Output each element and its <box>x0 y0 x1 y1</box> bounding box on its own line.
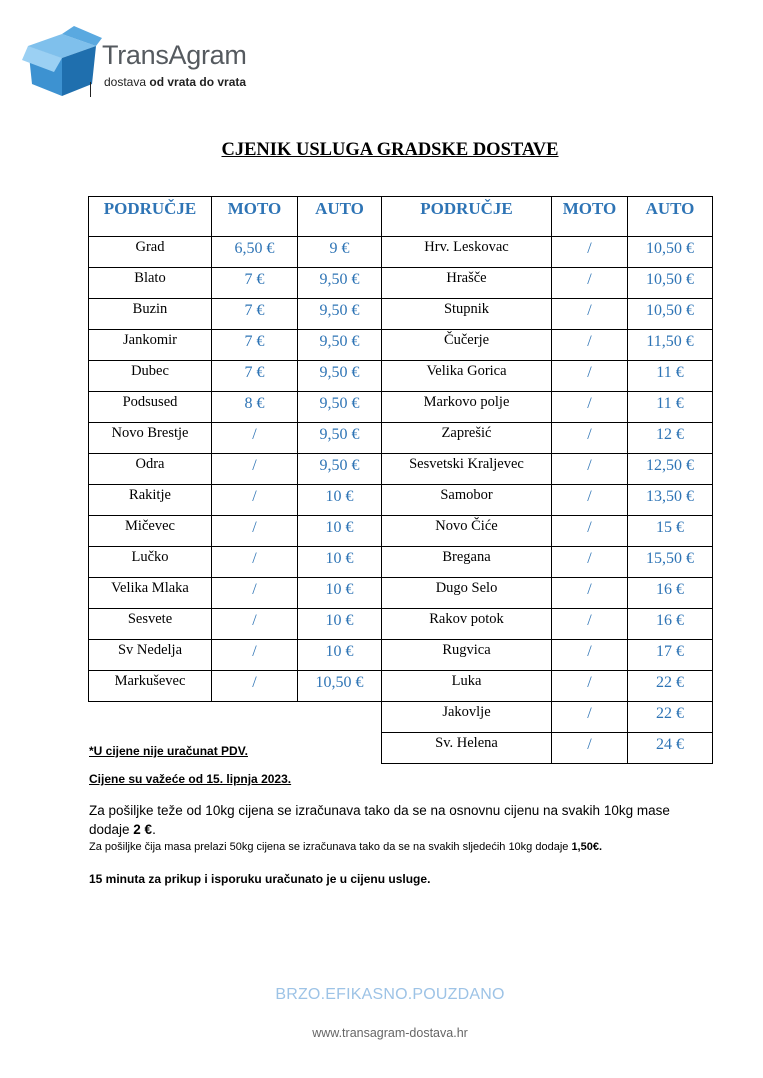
table-row <box>382 423 713 454</box>
table-row <box>382 330 713 361</box>
moto-price-cell: / <box>552 392 628 423</box>
moto-price-cell: 7 € <box>212 330 298 361</box>
header-auto: AUTO <box>628 197 713 237</box>
table-row <box>382 640 713 671</box>
area-cell: Mičevec <box>89 516 212 547</box>
moto-price-cell: 7 € <box>212 299 298 330</box>
auto-price-cell: 17 € <box>628 640 713 671</box>
area-cell: Hrašče <box>382 268 552 299</box>
area-cell: Jakovlje <box>382 702 552 733</box>
table-row <box>382 671 713 702</box>
moto-price-cell: / <box>212 609 298 640</box>
moto-price-cell: / <box>552 733 628 764</box>
logo-brand-name: TransAgram <box>102 40 247 70</box>
auto-price-cell: 9,50 € <box>298 330 382 361</box>
area-cell: Samobor <box>382 485 552 516</box>
logo-divider <box>90 82 91 97</box>
table-row <box>89 392 382 423</box>
moto-price-cell: / <box>212 423 298 454</box>
included-time-note: 15 minuta za prikup i isporuku uračunato je u cijenu usluge. <box>89 872 431 886</box>
moto-price-cell: 7 € <box>212 361 298 392</box>
over-50kg-note: Za pošiljke čija masa prelazi 50kg cijena se izračunava tako da se na svakih sljedećih 10kg dodaje 1,50€. <box>89 841 603 853</box>
moto-price-cell: / <box>552 485 628 516</box>
auto-price-cell: 10 € <box>298 640 382 671</box>
moto-price-cell: / <box>552 578 628 609</box>
auto-price-cell: 9,50 € <box>298 392 382 423</box>
table-row <box>382 454 713 485</box>
auto-price-cell: 9,50 € <box>298 423 382 454</box>
moto-price-cell: / <box>212 547 298 578</box>
table-row <box>89 609 382 640</box>
area-cell: Rugvica <box>382 640 552 671</box>
table-row <box>382 237 713 268</box>
table-row <box>382 485 713 516</box>
auto-price-cell: 10 € <box>298 516 382 547</box>
area-cell: Dugo Selo <box>382 578 552 609</box>
moto-price-cell: / <box>212 640 298 671</box>
auto-price-cell: 11,50 € <box>628 330 713 361</box>
moto-price-cell: / <box>212 454 298 485</box>
table-row <box>382 547 713 578</box>
header-moto: MOTO <box>212 197 298 237</box>
moto-price-cell: / <box>552 237 628 268</box>
area-cell: Markuševec <box>89 671 212 702</box>
table-row <box>382 361 713 392</box>
moto-price-cell: / <box>212 578 298 609</box>
moto-price-cell: / <box>212 516 298 547</box>
area-cell: Dubec <box>89 361 212 392</box>
auto-price-cell: 9,50 € <box>298 299 382 330</box>
auto-price-cell: 12,50 € <box>628 454 713 485</box>
area-cell: Velika Gorica <box>382 361 552 392</box>
company-logo <box>22 26 272 101</box>
area-cell: Sv Nedelja <box>89 640 212 671</box>
auto-price-cell: 13,50 € <box>628 485 713 516</box>
moto-price-cell: / <box>552 330 628 361</box>
table-row <box>382 392 713 423</box>
moto-price-cell: / <box>552 361 628 392</box>
header-moto: MOTO <box>552 197 628 237</box>
table-row <box>89 237 382 268</box>
table-row <box>89 330 382 361</box>
moto-price-cell: / <box>552 268 628 299</box>
auto-price-cell: 10 € <box>298 609 382 640</box>
table-row <box>89 454 382 485</box>
area-cell: Grad <box>89 237 212 268</box>
area-cell: Luka <box>382 671 552 702</box>
area-cell: Sesvetski Kraljevec <box>382 454 552 485</box>
vat-note: *U cijene nije uračunat PDV. <box>89 744 248 758</box>
table-row <box>382 733 713 764</box>
auto-price-cell: 10 € <box>298 485 382 516</box>
area-cell: Lučko <box>89 547 212 578</box>
area-cell: Blato <box>89 268 212 299</box>
table-row <box>89 578 382 609</box>
table-row <box>382 702 713 733</box>
area-cell: Bregana <box>382 547 552 578</box>
area-cell: Sesvete <box>89 609 212 640</box>
auto-price-cell: 10 € <box>298 547 382 578</box>
area-cell: Stupnik <box>382 299 552 330</box>
moto-price-cell: / <box>212 485 298 516</box>
auto-price-cell: 16 € <box>628 578 713 609</box>
area-cell: Buzin <box>89 299 212 330</box>
table-row <box>89 671 382 702</box>
auto-price-cell: 10,50 € <box>298 671 382 702</box>
auto-price-cell: 22 € <box>628 671 713 702</box>
area-cell: Zaprešić <box>382 423 552 454</box>
auto-price-cell: 9,50 € <box>298 454 382 485</box>
moto-price-cell: 7 € <box>212 268 298 299</box>
area-cell: Novo Čiće <box>382 516 552 547</box>
auto-price-cell: 11 € <box>628 392 713 423</box>
table-row <box>89 640 382 671</box>
auto-price-cell: 9 € <box>298 237 382 268</box>
logo-tagline: dostava od vrata do vrata <box>104 75 247 89</box>
page-title: CJENIK USLUGA GRADSKE DOSTAVE <box>221 140 559 160</box>
moto-price-cell: / <box>552 609 628 640</box>
website-link[interactable]: www.transagram-dostava.hr <box>312 1026 468 1040</box>
price-table-right <box>381 196 713 764</box>
auto-price-cell: 24 € <box>628 733 713 764</box>
extra-weight-note: Za pošiljke teže od 10kg cijena se izračunava tako da se na osnovnu cijenu na svakih 10kg mase dodaje 2 €. <box>89 803 670 837</box>
area-cell: Podsused <box>89 392 212 423</box>
auto-price-cell: 12 € <box>628 423 713 454</box>
area-cell: Novo Brestje <box>89 423 212 454</box>
table-row <box>382 516 713 547</box>
auto-price-cell: 15 € <box>628 516 713 547</box>
table-row <box>382 578 713 609</box>
moto-price-cell: / <box>552 299 628 330</box>
table-row <box>89 361 382 392</box>
area-cell: Markovo polje <box>382 392 552 423</box>
area-cell: Rakov potok <box>382 609 552 640</box>
moto-price-cell: / <box>552 671 628 702</box>
moto-price-cell: / <box>212 671 298 702</box>
header-area: PODRUČJE <box>382 197 552 237</box>
moto-price-cell: / <box>552 454 628 485</box>
area-cell: Sv. Helena <box>382 733 552 764</box>
moto-price-cell: / <box>552 516 628 547</box>
table-row <box>89 423 382 454</box>
table-row <box>89 516 382 547</box>
auto-price-cell: 9,50 € <box>298 361 382 392</box>
table-row <box>382 609 713 640</box>
slogan: BRZO.EFIKASNO.POUZDANO <box>275 986 505 1003</box>
auto-price-cell: 10,50 € <box>628 268 713 299</box>
moto-price-cell: / <box>552 547 628 578</box>
area-cell: Jankomir <box>89 330 212 361</box>
area-cell: Odra <box>89 454 212 485</box>
moto-price-cell: / <box>552 640 628 671</box>
area-cell: Hrv. Leskovac <box>382 237 552 268</box>
table-row <box>89 547 382 578</box>
area-cell: Rakitje <box>89 485 212 516</box>
auto-price-cell: 11 € <box>628 361 713 392</box>
valid-from-note: Cijene su važeće od 15. lipnja 2023. <box>89 772 292 786</box>
moto-price-cell: 8 € <box>212 392 298 423</box>
auto-price-cell: 22 € <box>628 702 713 733</box>
auto-price-cell: 10,50 € <box>628 237 713 268</box>
area-cell: Čučerje <box>382 330 552 361</box>
header-area: PODRUČJE <box>89 197 212 237</box>
auto-price-cell: 10,50 € <box>628 299 713 330</box>
table-row <box>89 299 382 330</box>
moto-price-cell: / <box>552 702 628 733</box>
auto-price-cell: 15,50 € <box>628 547 713 578</box>
moto-price-cell: / <box>552 423 628 454</box>
table-row <box>382 299 713 330</box>
table-row <box>382 268 713 299</box>
moto-price-cell: 6,50 € <box>212 237 298 268</box>
area-cell: Velika Mlaka <box>89 578 212 609</box>
header-auto: AUTO <box>298 197 382 237</box>
price-table-left <box>88 196 382 702</box>
table-row <box>89 485 382 516</box>
auto-price-cell: 16 € <box>628 609 713 640</box>
auto-price-cell: 10 € <box>298 578 382 609</box>
auto-price-cell: 9,50 € <box>298 268 382 299</box>
table-row <box>89 268 382 299</box>
